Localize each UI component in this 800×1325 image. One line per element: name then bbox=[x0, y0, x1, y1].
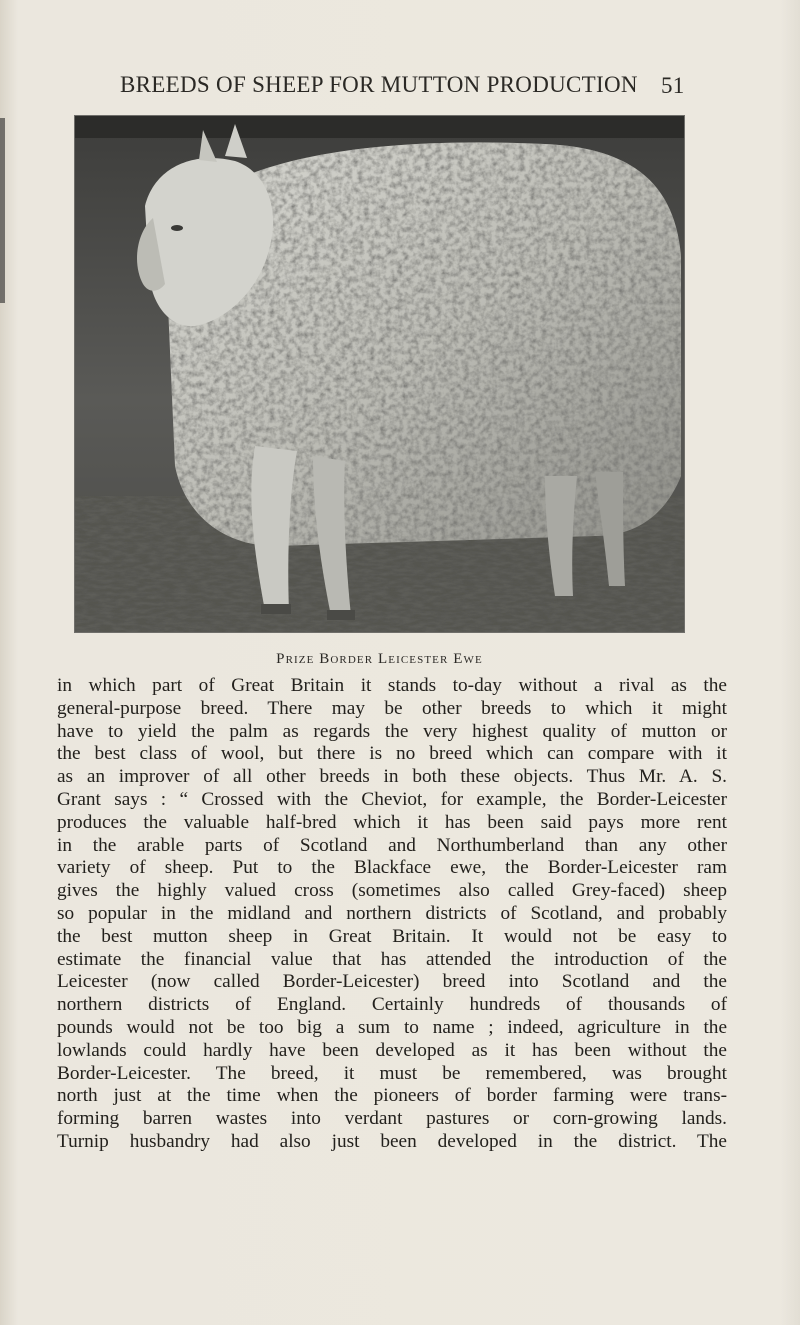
text-line: the best mutton sheep in Great Britain. It would not be easy to bbox=[57, 925, 727, 947]
text-line: gives the highly valued cross (sometimes also called Grey-faced) sheep bbox=[57, 880, 727, 902]
binding-shadow bbox=[0, 118, 5, 303]
body-text bbox=[57, 675, 727, 1154]
text-line: in which part of Great Britain it stands to-day without a rival as the bbox=[57, 675, 727, 696]
text-line: forming barren wastes into verdant pastures or corn-growing lands. bbox=[57, 1108, 727, 1130]
text-line: in the arable parts of Scotland and Northumberland than any other bbox=[57, 834, 727, 856]
running-head bbox=[120, 72, 685, 102]
text-line: Leicester (now called Border-Leicester) breed into Scotland and the bbox=[57, 971, 727, 993]
text-line: north just at the time when the pioneers of border farming were trans- bbox=[57, 1085, 727, 1107]
text-line: pounds would not be too big a sum to name ; indeed, agriculture in the bbox=[57, 1016, 727, 1038]
text-line: Turnip husbandry had also just been developed in the district. The bbox=[57, 1130, 727, 1152]
text-line: lowlands could hardly have been developed as it has been without the bbox=[57, 1039, 727, 1061]
text-line: estimate the financial value that has attended the introduction of the bbox=[57, 948, 727, 970]
text-line: have to yield the palm as regards the very highest quality of mutton or bbox=[57, 720, 727, 742]
sheep-photograph bbox=[75, 116, 684, 632]
text-line: general-purpose breed. There may be other breeds to which it might bbox=[57, 697, 727, 719]
plate-caption: Prize Border Leicester Ewe bbox=[276, 651, 483, 667]
text-line: Grant says : “ Crossed with the Cheviot, for example, the Border-Leicester bbox=[57, 788, 727, 810]
page-number: 51 bbox=[661, 73, 685, 98]
text-line: the best class of wool, but there is no breed which can compare with it bbox=[57, 743, 727, 765]
running-head-title: BREEDS OF SHEEP FOR MUTTON PRODUCTION bbox=[120, 72, 638, 97]
text-line: produces the valuable half-bred which it has been said pays more rent bbox=[57, 811, 727, 833]
text-line: Border-Leicester. The breed, it must be remembered, was brought bbox=[57, 1062, 727, 1084]
text-line: variety of sheep. Put to the Blackface ewe, the Border-Leicester ram bbox=[57, 857, 727, 879]
text-line: as an improver of all other breeds in both these objects. Thus Mr. A. S. bbox=[57, 766, 727, 788]
photograph-plate bbox=[75, 116, 684, 632]
text-line: northern districts of England. Certainly hundreds of thousands of bbox=[57, 994, 727, 1016]
text-line: so popular in the midland and northern districts of Scotland, and probably bbox=[57, 902, 727, 924]
